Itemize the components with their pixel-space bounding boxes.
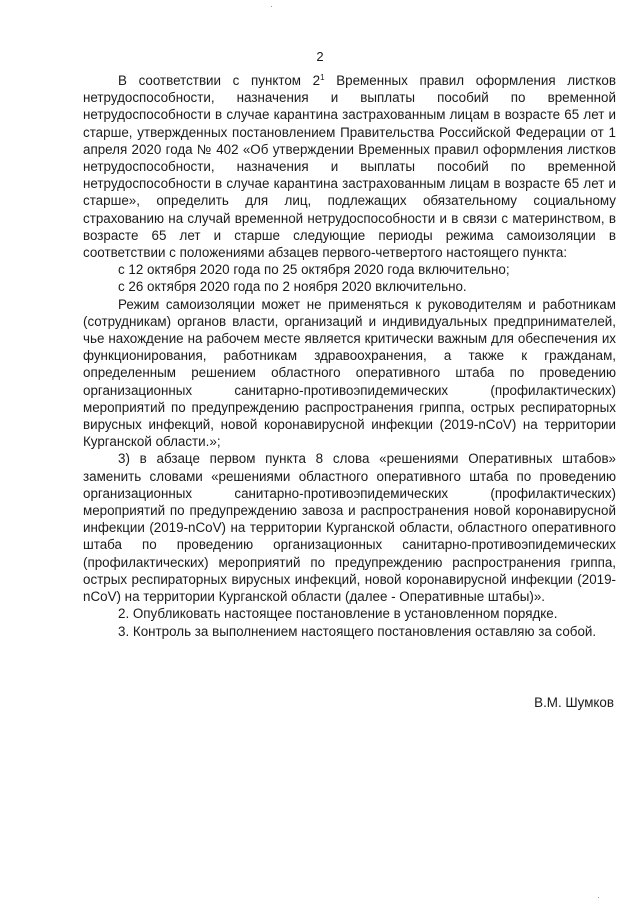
scan-speck — [598, 897, 599, 898]
page-number: 2 — [316, 49, 324, 64]
superscript-marker: 1 — [320, 73, 325, 82]
paragraph-1-rest: Временных правил оформления листков нетрудоспособности, назначения и выплаты пособий по временной нетрудоспособности в случае карантина застрахованным лицам в возрасте 65 лет и старше, утвержденных постановлением Правительства Российской Федерации от 1 апреля 2020 года № 402 «Об утверждении Временных правил оформления листков нетрудоспособности, назначения и выплаты пособий по временной нетрудоспособности в случае карантина застрахованным лицам в возрасте 65 лет и старше», определить для лиц, подлежащих обязательному социальному страхованию на случай временной нетрудоспособности и в связи с материнством, в возрасте 65 лет и старше следующие периоды режима самоизоляции в соответствии с положениями абзацев первого-четвертого настоящего пункта: — [83, 73, 616, 261]
clause-2: 2. Опубликовать настоящее постановление в установленном порядке. — [118, 606, 558, 622]
document-body — [83, 72, 616, 640]
signature-name: В.М. Шумков — [534, 695, 614, 710]
period-2-line: с 26 октября 2020 года по 2 ноября 2020 включительно. — [118, 279, 467, 295]
paragraph-1 — [83, 72, 616, 261]
paragraph-exemptions: Режим самоизоляции может не применяться к руководителям и работникам (сотрудникам) органов власти, организаций и индивидуальных предпринимателей, чье нахождение на рабочем месте является критически важным для обеспечения их функционирования, работникам здравоохранения, а также к гражданам, определенным решением областного оперативного штаба по проведению организационных санитарно-противоэпидемических (профилактических) мероприятий по предупреждению распространения гриппа, острых респираторных вирусных инфекций, новой коронавирусной инфекции (2019-nCoV) на территории Курганской области.»; — [83, 296, 616, 450]
clause-3: 3. Контроль за выполнением настоящего постановления оставляю за собой. — [118, 623, 597, 639]
paragraph-amendment-3: 3) в абзаце первом пункта 8 слова «решениями Оперативных штабов» заменить словами «решениями областного оперативного штаба по проведению организационных санитарно-противоэпидемических (профилактических) мероприятий по предупреждению завоза и распространения новой коронавирусной инфекции (2019-nCoV) на территории Курганской области, областного оперативного штаба по проведению организационных санитарно-противоэпидемических (профилактических) мероприятий по предупреждению распространения гриппа, острых респираторных вирусных инфекций, новой коронавирусной инфекции (2019-nCoV) на территории Курганской области (далее - Оперативные штабы)». — [83, 451, 616, 605]
period-1-line: с 12 октября 2020 года по 25 октября 2020 года включительно; — [118, 262, 510, 278]
paragraph-1-start: В соответствии с пунктом 2 — [118, 73, 321, 88]
scan-speck — [271, 6, 272, 7]
